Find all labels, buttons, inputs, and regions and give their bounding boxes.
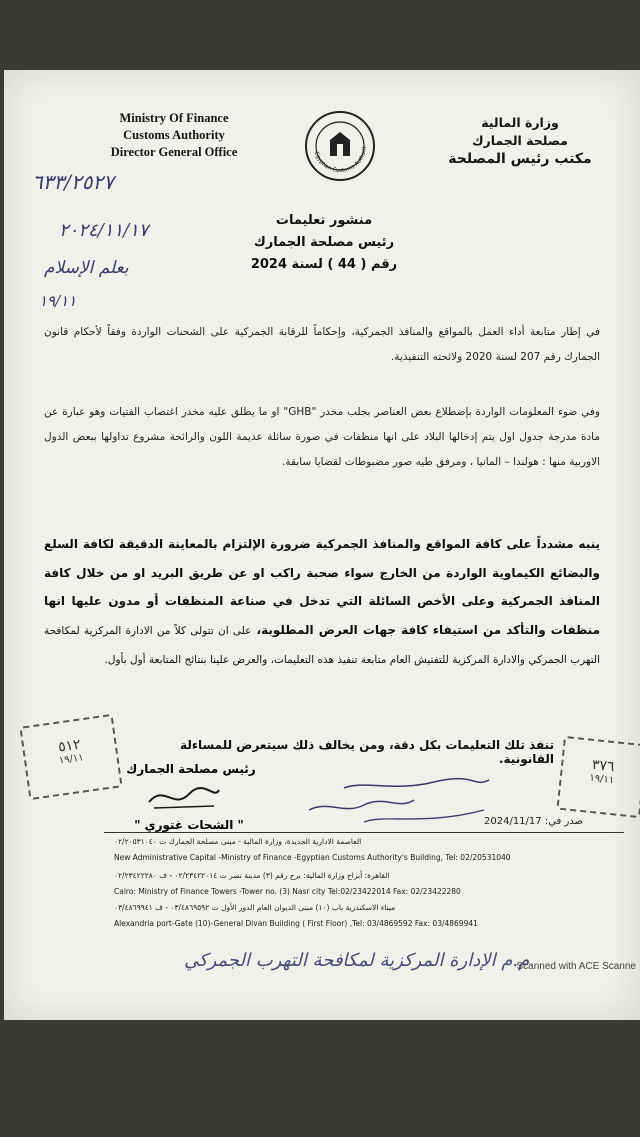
signature-name: " الشحات غتوري " xyxy=(134,818,244,832)
ar-header-line: مكتب رئيس المصلحة xyxy=(448,151,592,167)
ar-header-line: وزارة المالية xyxy=(481,115,559,130)
signature-role: رئيس مصلحة الجمارك xyxy=(126,762,256,776)
title-line: منشور تعليمات xyxy=(275,213,373,228)
handwritten-note: بعلم الإسلام xyxy=(44,258,129,278)
paragraph-intro: في إطار متابعة أداء العمل بالمواقع والمنافذ الجمركية، وإحكاماً للرقابة الجمركية على الشحنات الواردة وفقاً لأحكام قانون الجمارك رقم 207 لسنة 2020 ولائحته التنفيذية. xyxy=(44,326,600,363)
scanner-watermark: Scanned with ACE Scanne xyxy=(516,961,636,972)
incoming-stamp-left xyxy=(19,714,122,800)
stamp-number: ٥١٢ xyxy=(57,736,82,756)
circular-title xyxy=(214,210,434,276)
handwritten-annotations xyxy=(304,770,494,830)
footer-ar-1: العاصمة الادارية الجديدة، وزارة المالية - مبنى مصلحة الجمارك ت ٠٢/٢٠٥٣١٠٤٠ xyxy=(114,837,362,846)
arabic-header xyxy=(440,114,600,168)
english-header xyxy=(74,110,274,161)
stamp-number: ٣٧٦ xyxy=(591,756,616,776)
handwritten-date-2: ١٩/١١ xyxy=(39,292,77,310)
signature-scribble xyxy=(144,782,224,812)
ar-header-line: مصلحة الجمارك xyxy=(472,133,568,148)
stamp-date: ١٩/١١ xyxy=(588,772,615,787)
title-line: رقم ( 44 ) لسنة 2024 xyxy=(250,257,398,272)
handwritten-ref-number: ٦٣٣/٢٥٢٧ xyxy=(32,170,114,194)
title-line: رئيس مصلحة الجمارك xyxy=(253,235,395,250)
footer-en-1: New Administrative Capital -Ministry of Finance -Egyptian Customs Authority's Building, Tel: 02/20531040 xyxy=(114,853,511,862)
en-header-line: Director General Office xyxy=(110,145,238,159)
en-header-line: Customs Authority xyxy=(123,128,225,142)
incoming-stamp-right xyxy=(556,736,640,818)
svg-text:Egyptian Customs Authority: Egyptian Customs Authorit xyxy=(312,146,369,175)
customs-seal-logo xyxy=(304,110,376,182)
instructions-bold: ينبه مشدداً على كافة المواقع والمنافذ الجمركية ضرورة الإلتزام بالمعاينة الدقيقة لكافة السلع والبضائع الكيماوية الواردة من الخارج سواء صحبة راكب او عن طريق البريد او من خلال كافة المنافذ الجمركية وعلى الأخص السائلة التي تدخل في صناعة المنظفات أو مدون عليها انها منظفات والتأكد من استيفاء كافة جهات العرض المطلوبة، xyxy=(44,537,600,637)
document-page xyxy=(4,70,640,1020)
stamp-date: ١٩/١١ xyxy=(58,752,85,767)
paragraph-instructions xyxy=(44,530,600,675)
instructions-normal: على ان تتولى كلاً من الادارة المركزية لمكافحة التهرب الجمركي والادارة المركزية للتفتيش العام متابعة تنفيذ هذه التعليمات، والعرض علينا بنتائج المتابعة أول بأول. xyxy=(44,624,600,666)
footer-en-2: Cairo: Ministry of Finance Towers -Tower no. (3) Nasr city Tel:02/23422014 Fax: 02/23422280 xyxy=(114,887,461,896)
bottom-handwritten-note: م.م الإدارة المركزية لمكافحة التهرب الجمركي xyxy=(184,950,530,971)
paragraph-warning: تنفذ تلك التعليمات بكل دقة، ومن يخالف ذلك سيتعرض للمساءلة القانونية. xyxy=(180,738,554,766)
footer-en-3: Alexandria port-Gate (10)-General Divan Building ( First Floor) ,Tel: 03/4869592 Fax: 03/4869941 xyxy=(114,919,478,928)
paragraph-info: وفي ضوء المعلومات الواردة بإضطلاع بعض العناصر بجلب مخدر "GHB" او ما يطلق عليه مخدر اغتصاب الفتيات وهو عبارة عن مادة مدرجة جدول اول يتم إدخالها البلاد على انها منظفات في صورة سائلة عديمة اللون والرائحة مشروع تداولها ببعض الدول الاوربية منها : هولندا – المانيا ، ومرفق طيه صور مضبوطات لقضايا سابقة. xyxy=(44,406,600,468)
handwritten-date: ٢٠٢٤/١١/١٧ xyxy=(59,220,149,241)
footer-ar-3: ميناء الاسكندرية باب (١٠) مبنى الديوان العام الدور الأول ت ٠٣/٤٨٦٩٥٩٢ - ف ٠٣/٤٨٦٩٩٤١ xyxy=(114,903,396,912)
en-header-line: Ministry Of Finance xyxy=(119,111,229,125)
footer-divider xyxy=(104,832,624,833)
footer-ar-2: القاهرة: أبراج وزارة المالية: برج رقم (٣) مدينة نصر ت ٠٢/٢٣٤٢٢٠١٤ - ف ٠٢/٢٣٤٢٢٢٨٠ xyxy=(114,871,390,880)
issue-date: صدر في: 2024/11/17 xyxy=(484,816,584,827)
